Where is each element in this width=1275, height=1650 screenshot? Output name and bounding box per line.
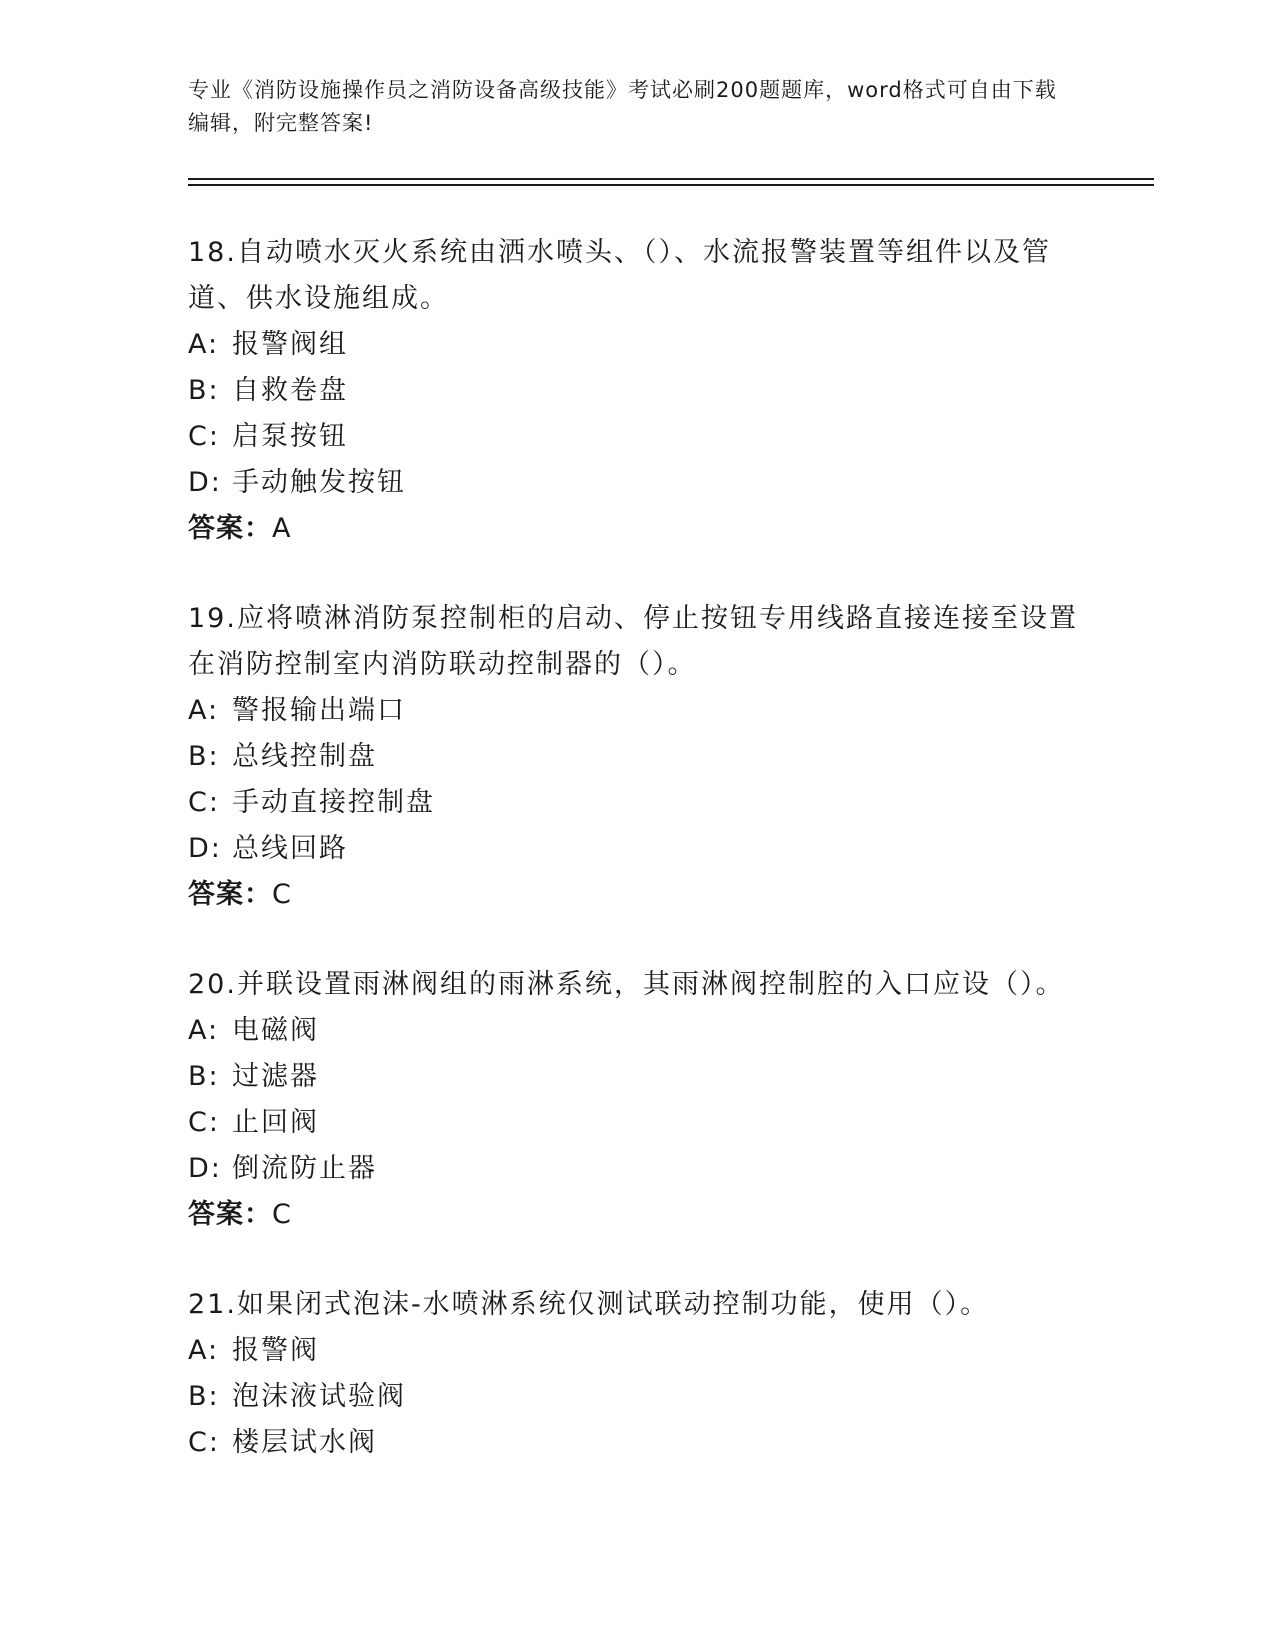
question-stem: 19.应将喷淋消防泵控制柜的启动、停止按钮专用线路直接连接至设置在消防控制室内消防联动控制器的（）。 bbox=[188, 603, 1078, 680]
option-d bbox=[188, 1146, 1088, 1192]
option-text: 手动触发按钮 bbox=[232, 467, 406, 498]
option-key: D: bbox=[188, 467, 222, 498]
option-c bbox=[188, 1100, 1088, 1146]
question-18 bbox=[188, 230, 1088, 552]
question-stem: 21.如果闭式泡沫-水喷淋系统仅测试联动控制功能，使用（）。 bbox=[188, 1289, 990, 1320]
answer-value: C bbox=[272, 1199, 292, 1230]
option-text: 总线回路 bbox=[232, 833, 348, 864]
option-key: B: bbox=[188, 741, 220, 772]
option-text: 过滤器 bbox=[232, 1061, 319, 1092]
option-key: B: bbox=[188, 1061, 220, 1092]
question-21 bbox=[188, 1282, 1088, 1466]
answer-line bbox=[188, 506, 1088, 552]
header-rule-bottom bbox=[188, 184, 1154, 186]
option-a bbox=[188, 322, 1088, 368]
option-text: 报警阀 bbox=[232, 1335, 319, 1366]
document-header: 专业《消防设施操作员之消防设备高级技能》考试必刷200题题库，word格式可自由下载编辑，附完整答案! bbox=[188, 78, 1057, 135]
option-key: C: bbox=[188, 1107, 220, 1138]
option-key: C: bbox=[188, 421, 220, 452]
option-text: 警报输出端口 bbox=[232, 695, 406, 726]
option-c bbox=[188, 1420, 1088, 1466]
answer-line bbox=[188, 1192, 1088, 1238]
option-text: 报警阀组 bbox=[232, 329, 348, 360]
option-key: A: bbox=[188, 1335, 220, 1366]
answer-label: 答案： bbox=[188, 1199, 272, 1230]
option-key: A: bbox=[188, 329, 220, 360]
header-rule-top bbox=[188, 178, 1154, 180]
option-a bbox=[188, 1328, 1088, 1374]
option-c bbox=[188, 780, 1088, 826]
option-b bbox=[188, 1374, 1088, 1420]
question-stem: 20.并联设置雨淋阀组的雨淋系统，其雨淋阀控制腔的入口应设（）。 bbox=[188, 969, 1065, 1000]
option-b bbox=[188, 734, 1088, 780]
option-text: 自救卷盘 bbox=[232, 375, 348, 406]
option-d bbox=[188, 460, 1088, 506]
option-text: 手动直接控制盘 bbox=[232, 787, 435, 818]
option-b bbox=[188, 1054, 1088, 1100]
option-a bbox=[188, 688, 1088, 734]
answer-value: C bbox=[272, 879, 292, 910]
option-key: C: bbox=[188, 787, 220, 818]
option-key: D: bbox=[188, 833, 222, 864]
option-text: 倒流防止器 bbox=[232, 1153, 377, 1184]
option-key: A: bbox=[188, 1015, 220, 1046]
answer-line bbox=[188, 872, 1088, 918]
answer-value: A bbox=[272, 513, 292, 544]
option-text: 总线控制盘 bbox=[232, 741, 377, 772]
answer-label: 答案： bbox=[188, 879, 272, 910]
option-a bbox=[188, 1008, 1088, 1054]
option-key: B: bbox=[188, 375, 220, 406]
option-text: 泡沫液试验阀 bbox=[232, 1381, 406, 1412]
option-key: B: bbox=[188, 1381, 220, 1412]
option-c bbox=[188, 414, 1088, 460]
option-text: 楼层试水阀 bbox=[232, 1427, 377, 1458]
answer-label: 答案： bbox=[188, 513, 272, 544]
option-text: 电磁阀 bbox=[232, 1015, 319, 1046]
option-text: 启泵按钮 bbox=[232, 421, 348, 452]
option-key: C: bbox=[188, 1427, 220, 1458]
option-key: A: bbox=[188, 695, 220, 726]
question-stem: 18.自动喷水灭火系统由洒水喷头、（）、水流报警装置等组件以及管道、供水设施组成。 bbox=[188, 237, 1051, 314]
option-key: D: bbox=[188, 1153, 222, 1184]
option-text: 止回阀 bbox=[232, 1107, 319, 1138]
question-20 bbox=[188, 962, 1088, 1238]
option-b bbox=[188, 368, 1088, 414]
option-d bbox=[188, 826, 1088, 872]
question-19 bbox=[188, 596, 1088, 918]
